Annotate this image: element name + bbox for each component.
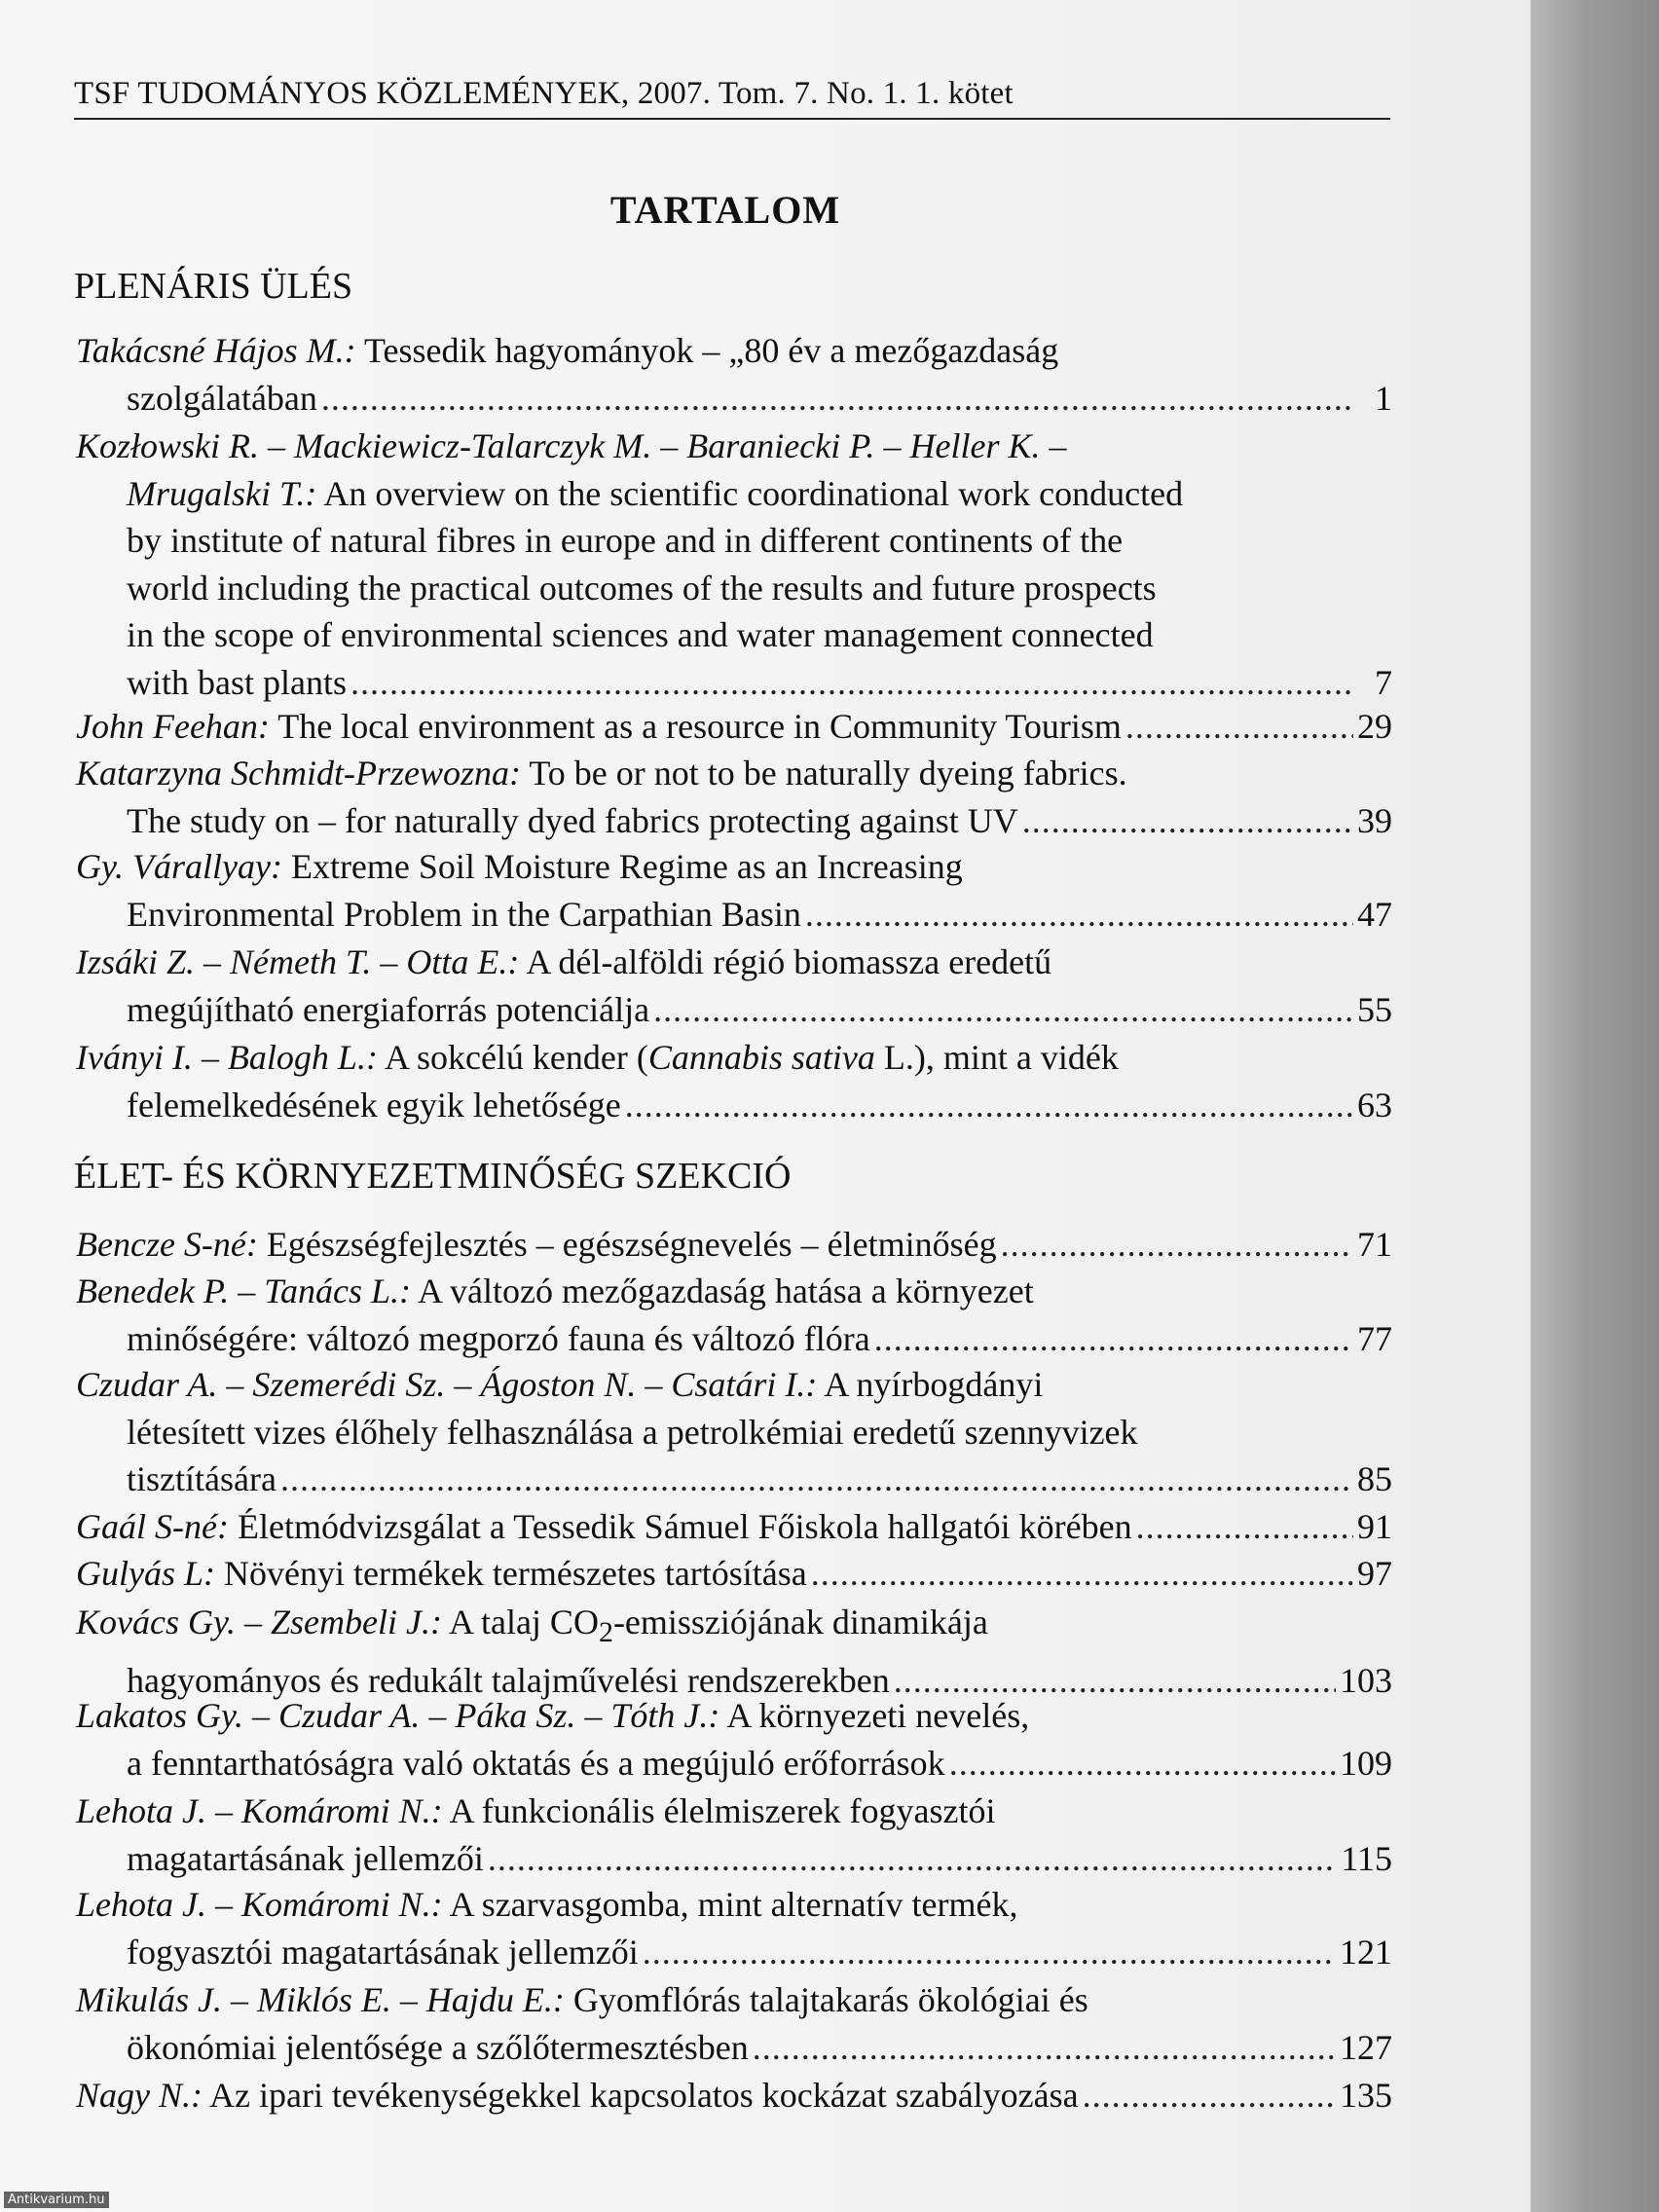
toc-title: Életmódvizsgálat a Tessedik Sámuel Főiskola hallgatói körében — [228, 1507, 1132, 1546]
section-heading-life-environment: ÉLET- ÉS KÖRNYEZETMINŐSÉG SZEKCIÓ — [74, 1156, 792, 1197]
toc-entry[interactable] — [76, 423, 1392, 706]
leader-dots — [753, 2024, 1336, 2072]
leader-dots — [811, 1550, 1353, 1598]
leader-dots — [805, 891, 1353, 939]
toc-title-cont: hagyományos és redukált talajművelési rendszerekben — [127, 1660, 890, 1700]
toc-authors: Mikulás J. – Miklós E. – Hajdu E.: — [76, 1980, 565, 2019]
toc-page-number: 47 — [1357, 894, 1392, 934]
toc-title: Növényi termékek természetes tartósítása — [215, 1554, 807, 1593]
toc-authors: Gy. Várallyay: — [76, 847, 282, 886]
toc-title-cont: in the scope of environmental sciences and water management connected — [127, 615, 1154, 654]
toc-title-cont: megújítható energiaforrás potenciálja — [127, 989, 650, 1029]
toc-title-cont: with bast plants — [127, 662, 347, 702]
leader-dots — [874, 1315, 1353, 1363]
toc-authors: Bencze S-né: — [76, 1225, 258, 1264]
toc-authors: Katarzyna Schmidt-Przewozna: — [76, 754, 521, 793]
toc-title: A sokcélú kender ( — [377, 1038, 648, 1077]
toc-authors: Lehota J. – Komáromi N.: — [76, 1885, 443, 1924]
toc-title-cont: szolgálatában — [127, 378, 317, 418]
toc-title-cont: felemelkedésének egyik lehetősége — [127, 1085, 621, 1124]
toc-title-cont: tisztítására — [127, 1459, 276, 1498]
toc-title: A változó mezőgazdaság hatása a környezet — [410, 1272, 1034, 1310]
toc-page-number: 85 — [1357, 1459, 1392, 1498]
leader-dots — [653, 986, 1353, 1034]
leader-dots — [321, 375, 1355, 423]
toc-title-cont: fogyasztói magatartásának jellemzői — [127, 1932, 639, 1972]
toc-title: Az ipari tevékenységekkel kapcsolatos kockázat szabályozása — [203, 2076, 1079, 2115]
toc-page-number: 115 — [1341, 1838, 1392, 1878]
toc-page-number: 97 — [1357, 1554, 1392, 1593]
toc-title: A dél-alföldi régió biomassza eredetű — [519, 942, 1052, 981]
toc-title: Egészségfejlesztés – egészségnevelés – életminőség — [257, 1225, 997, 1264]
toc-authors: Gulyás L: — [76, 1554, 215, 1593]
toc-title: Tessedik hagyományok – „80 év a mezőgazdaság — [355, 331, 1059, 370]
toc-title-cont: ökonómiai jelentősége a szőlőtermesztésben — [127, 2027, 749, 2067]
toc-entry[interactable] — [76, 2072, 1392, 2120]
toc-title: Extreme Soil Moisture Regime as an Increasing — [281, 847, 963, 886]
toc-authors: Takácsné Hájos M.: — [76, 331, 356, 370]
leader-dots — [1022, 797, 1353, 845]
page-edge-shadow — [1530, 0, 1659, 2212]
watermark: Antikvarium.hu — [4, 2192, 109, 2208]
toc-authors: Benedek P. – Tanács L.: — [76, 1272, 411, 1310]
toc-entry[interactable] — [76, 1788, 1392, 1882]
toc-entry[interactable] — [76, 1268, 1392, 1362]
toc-entry[interactable] — [76, 1692, 1392, 1787]
page-title: TARTALOM — [609, 188, 841, 232]
toc-title: A környezeti nevelés, — [719, 1696, 1030, 1735]
toc-title: The local environment as a resource in Community Tourism — [269, 707, 1122, 746]
toc-entry[interactable] — [76, 1976, 1392, 2071]
toc-title: Gyomflórás talajtakarás ökológiai és — [564, 1980, 1088, 2019]
leader-dots — [488, 1835, 1338, 1883]
toc-authors: Kozłowski R. – Mackiewicz-Talarczyk M. – Baraniecki P. – Heller K. – — [76, 426, 1067, 465]
toc-title: A funkcionális élelmiszerek fogyasztói — [442, 1791, 996, 1830]
toc-authors: Mrugalski T.: — [127, 473, 317, 513]
toc-entry[interactable] — [76, 1221, 1392, 1269]
toc-page-number: 7 — [1375, 662, 1392, 702]
toc-authors: Izsáki Z. – Németh T. – Otta E.: — [76, 942, 520, 981]
toc-title: To be or not to be naturally dyeing fabrics. — [520, 754, 1127, 793]
journal-header: TSF TUDOMÁNYOS KÖZLEMÉNYEK, 2007. Tom. 7. No. 1. 1. kötet — [74, 76, 1390, 120]
toc-authors: Lakatos Gy. – Czudar A. – Páka Sz. – Tóth J.: — [76, 1696, 720, 1735]
toc-page-number: 77 — [1357, 1318, 1392, 1358]
toc-page-number: 55 — [1357, 989, 1392, 1029]
leader-dots — [1125, 703, 1353, 751]
toc-entry[interactable] — [76, 703, 1392, 751]
toc-page-number: 39 — [1357, 800, 1392, 840]
toc-page-number: 109 — [1340, 1743, 1392, 1783]
toc-entry[interactable] — [76, 1503, 1392, 1551]
toc-page-number: 135 — [1340, 2076, 1392, 2115]
toc-page-number: 103 — [1340, 1660, 1392, 1700]
leader-dots — [1136, 1503, 1353, 1551]
toc-title: -emissziójának dinamikája — [612, 1603, 988, 1641]
leader-dots — [625, 1082, 1353, 1129]
toc-title-cont: Environmental Problem in the Carpathian Basin — [127, 894, 801, 934]
toc-title-subscript: 2 — [598, 1616, 613, 1649]
toc-page-number: 91 — [1357, 1507, 1392, 1546]
leader-dots — [350, 659, 1355, 707]
toc-page-number: 1 — [1375, 378, 1392, 418]
toc-entry[interactable] — [76, 750, 1392, 844]
toc-entry[interactable] — [76, 1881, 1392, 1975]
toc-entry[interactable] — [76, 1599, 1392, 1704]
toc-title: A talaj CO — [441, 1603, 599, 1641]
toc-title: A szarvasgomba, mint alternatív termék, — [442, 1885, 1018, 1924]
toc-entry[interactable] — [76, 1034, 1392, 1128]
toc-title: An overview on the scientific coordinational work conducted — [316, 473, 1184, 513]
leader-dots — [643, 1929, 1336, 1976]
toc-title-cont: minőségére: változó megporzó fauna és változó flóra — [127, 1318, 870, 1358]
toc-page-number: 121 — [1340, 1932, 1392, 1972]
toc-authors: Lehota J. – Komáromi N.: — [76, 1791, 443, 1830]
toc-title-cont: world including the practical outcomes of the results and future prospects — [127, 568, 1157, 608]
toc-authors: Nagy N.: — [76, 2076, 203, 2115]
toc-title-cont: magatartásának jellemzői — [127, 1838, 484, 1878]
toc-title: A nyírbogdányi — [817, 1365, 1044, 1404]
toc-title-cont: by institute of natural fibres in europe and in different continents of the — [127, 521, 1124, 560]
toc-title-species: Cannabis sativa — [647, 1038, 875, 1077]
toc-page-number: 29 — [1357, 707, 1392, 746]
leader-dots — [1001, 1221, 1353, 1269]
toc-page-number: 71 — [1357, 1225, 1392, 1264]
toc-title-cont: létesített vizes élőhely felhasználása a petrolkémiai eredetű szennyvizek — [127, 1412, 1138, 1452]
leader-dots — [280, 1456, 1353, 1503]
toc-entry[interactable] — [76, 327, 1392, 422]
toc-entry[interactable] — [76, 1361, 1392, 1503]
toc-entry[interactable] — [76, 843, 1392, 938]
toc-authors: John Feehan: — [76, 707, 270, 746]
toc-entry[interactable] — [76, 1550, 1392, 1598]
toc-title-cont: a fenntarthatóságra való oktatás és a megújuló erőforrások — [127, 1743, 945, 1783]
toc-authors: Czudar A. – Szemerédi Sz. – Ágoston N. – Csatári I.: — [76, 1365, 818, 1404]
toc-entry[interactable] — [76, 939, 1392, 1033]
toc-authors: Iványi I. – Balogh L.: — [76, 1038, 378, 1077]
toc-page-number: 127 — [1340, 2027, 1392, 2067]
leader-dots — [1083, 2072, 1336, 2120]
section-heading-plenary: PLENÁRIS ÜLÉS — [74, 266, 353, 307]
toc-title-cont: The study on – for naturally dyed fabrics protecting against UV — [127, 800, 1018, 840]
toc-title: L.), mint a vidék — [874, 1038, 1119, 1077]
toc-authors: Kovács Gy. – Zsembeli J.: — [76, 1603, 442, 1641]
toc-authors: Gaál S-né: — [76, 1507, 229, 1546]
leader-dots — [949, 1740, 1336, 1788]
toc-page-number: 63 — [1357, 1085, 1392, 1124]
